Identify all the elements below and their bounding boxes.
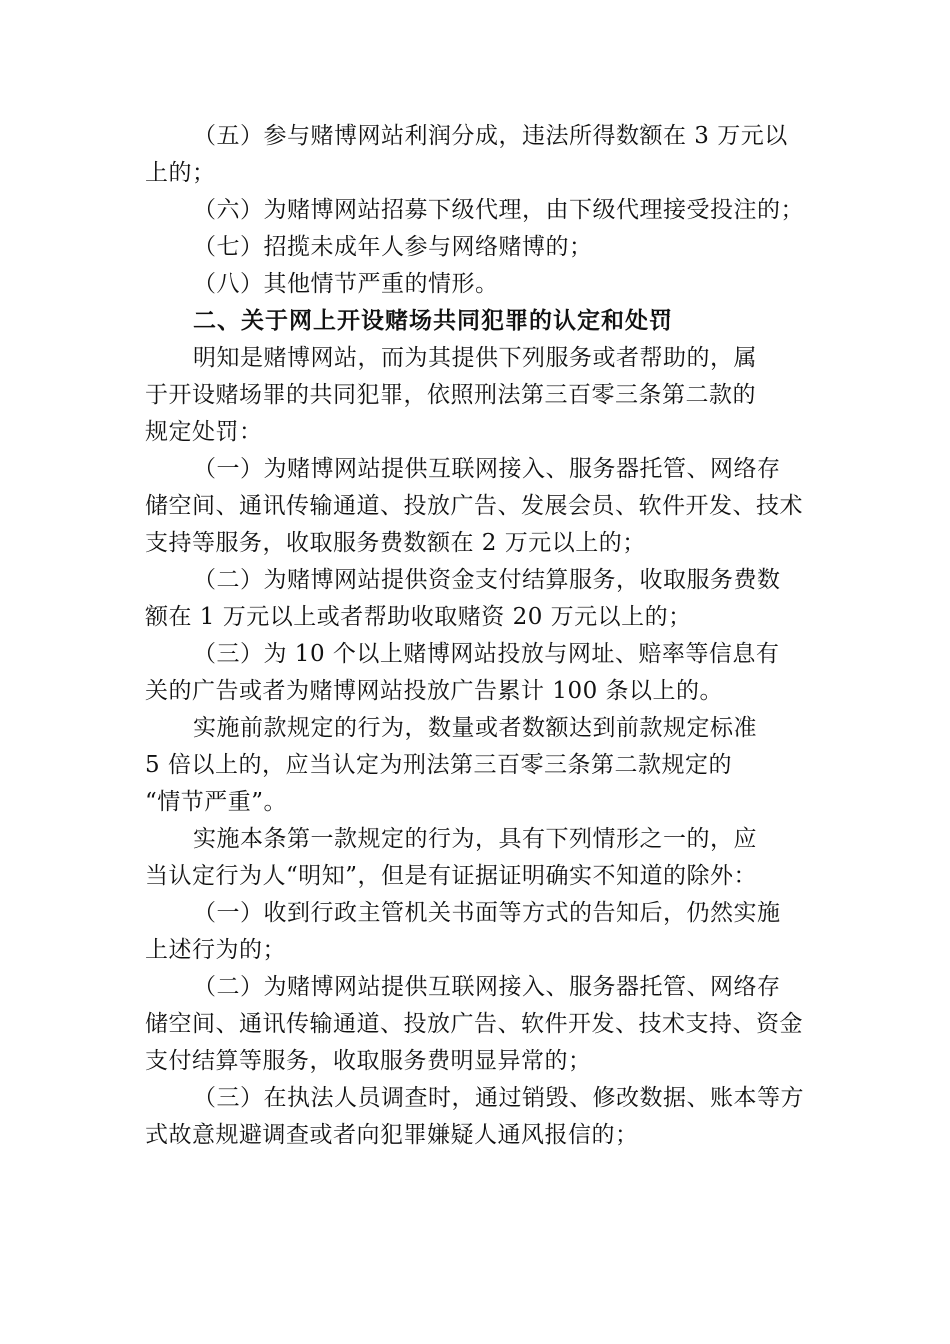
text-line: （一）收到行政主管机关书面等方式的告知后，仍然实施 [193, 900, 781, 926]
text-line: 实施前款规定的行为，数量或者数额达到前款规定标准 [193, 715, 757, 741]
text-line: 储空间、通讯传输通道、投放广告、软件开发、技术支持、资金 [145, 1011, 803, 1037]
text-line: （三）在执法人员调查时，通过销毁、修改数据、账本等方 [193, 1085, 804, 1111]
text-line: （五）参与赌博网站利润分成，违法所得数额在 3 万元以 [193, 123, 788, 149]
text-line: （七）招揽未成年人参与网络赌博的； [193, 234, 593, 260]
text-line: 支付结算等服务，收取服务费明显异常的； [145, 1048, 592, 1074]
text-line: （八）其他情节严重的情形。 [193, 271, 499, 297]
text-line: 额在 1 万元以上或者帮助收取赌资 20 万元以上的； [145, 604, 692, 630]
text-line: 实施本条第一款规定的行为，具有下列情形之一的，应 [193, 826, 757, 852]
text-line: 式故意规避调查或者向犯罪嫌疑人通风报信的； [145, 1122, 639, 1148]
text-line: 关的广告或者为赌博网站投放广告累计 100 条以上的。 [145, 678, 724, 704]
text-line: 支持等服务，收取服务费数额在 2 万元以上的； [145, 530, 646, 556]
text-line: 5 倍以上的，应当认定为刑法第三百零三条第二款规定的 [145, 752, 732, 778]
text-line: （二）为赌博网站提供互联网接入、服务器托管、网络存 [193, 974, 781, 1000]
document-page [145, 118, 805, 1154]
text-line: （三）为 10 个以上赌博网站投放与网址、赔率等信息有 [193, 641, 780, 667]
text-line: 储空间、通讯传输通道、投放广告、发展会员、软件开发、技术 [145, 493, 803, 519]
text-line: （一）为赌博网站提供互联网接入、服务器托管、网络存 [193, 456, 781, 482]
text-line: “情节严重”。 [145, 789, 288, 815]
text-line: 于开设赌场罪的共同犯罪，依照刑法第三百零三条第二款的 [145, 382, 756, 408]
text-line: 上述行为的； [145, 937, 286, 963]
text-line: 上的； [145, 160, 216, 186]
text-line: 当认定行为人“明知”，但是有证据证明确实不知道的除外： [145, 863, 758, 889]
text-line: 明知是赌博网站，而为其提供下列服务或者帮助的，属 [193, 345, 757, 371]
text-line: （六）为赌博网站招募下级代理，由下级代理接受投注的； [193, 197, 804, 223]
text-line: 规定处罚： [145, 419, 263, 445]
text-line: （二）为赌博网站提供资金支付结算服务，收取服务费数 [193, 567, 781, 593]
section-heading: 二、关于网上开设赌场共同犯罪的认定和处罚 [193, 308, 673, 334]
